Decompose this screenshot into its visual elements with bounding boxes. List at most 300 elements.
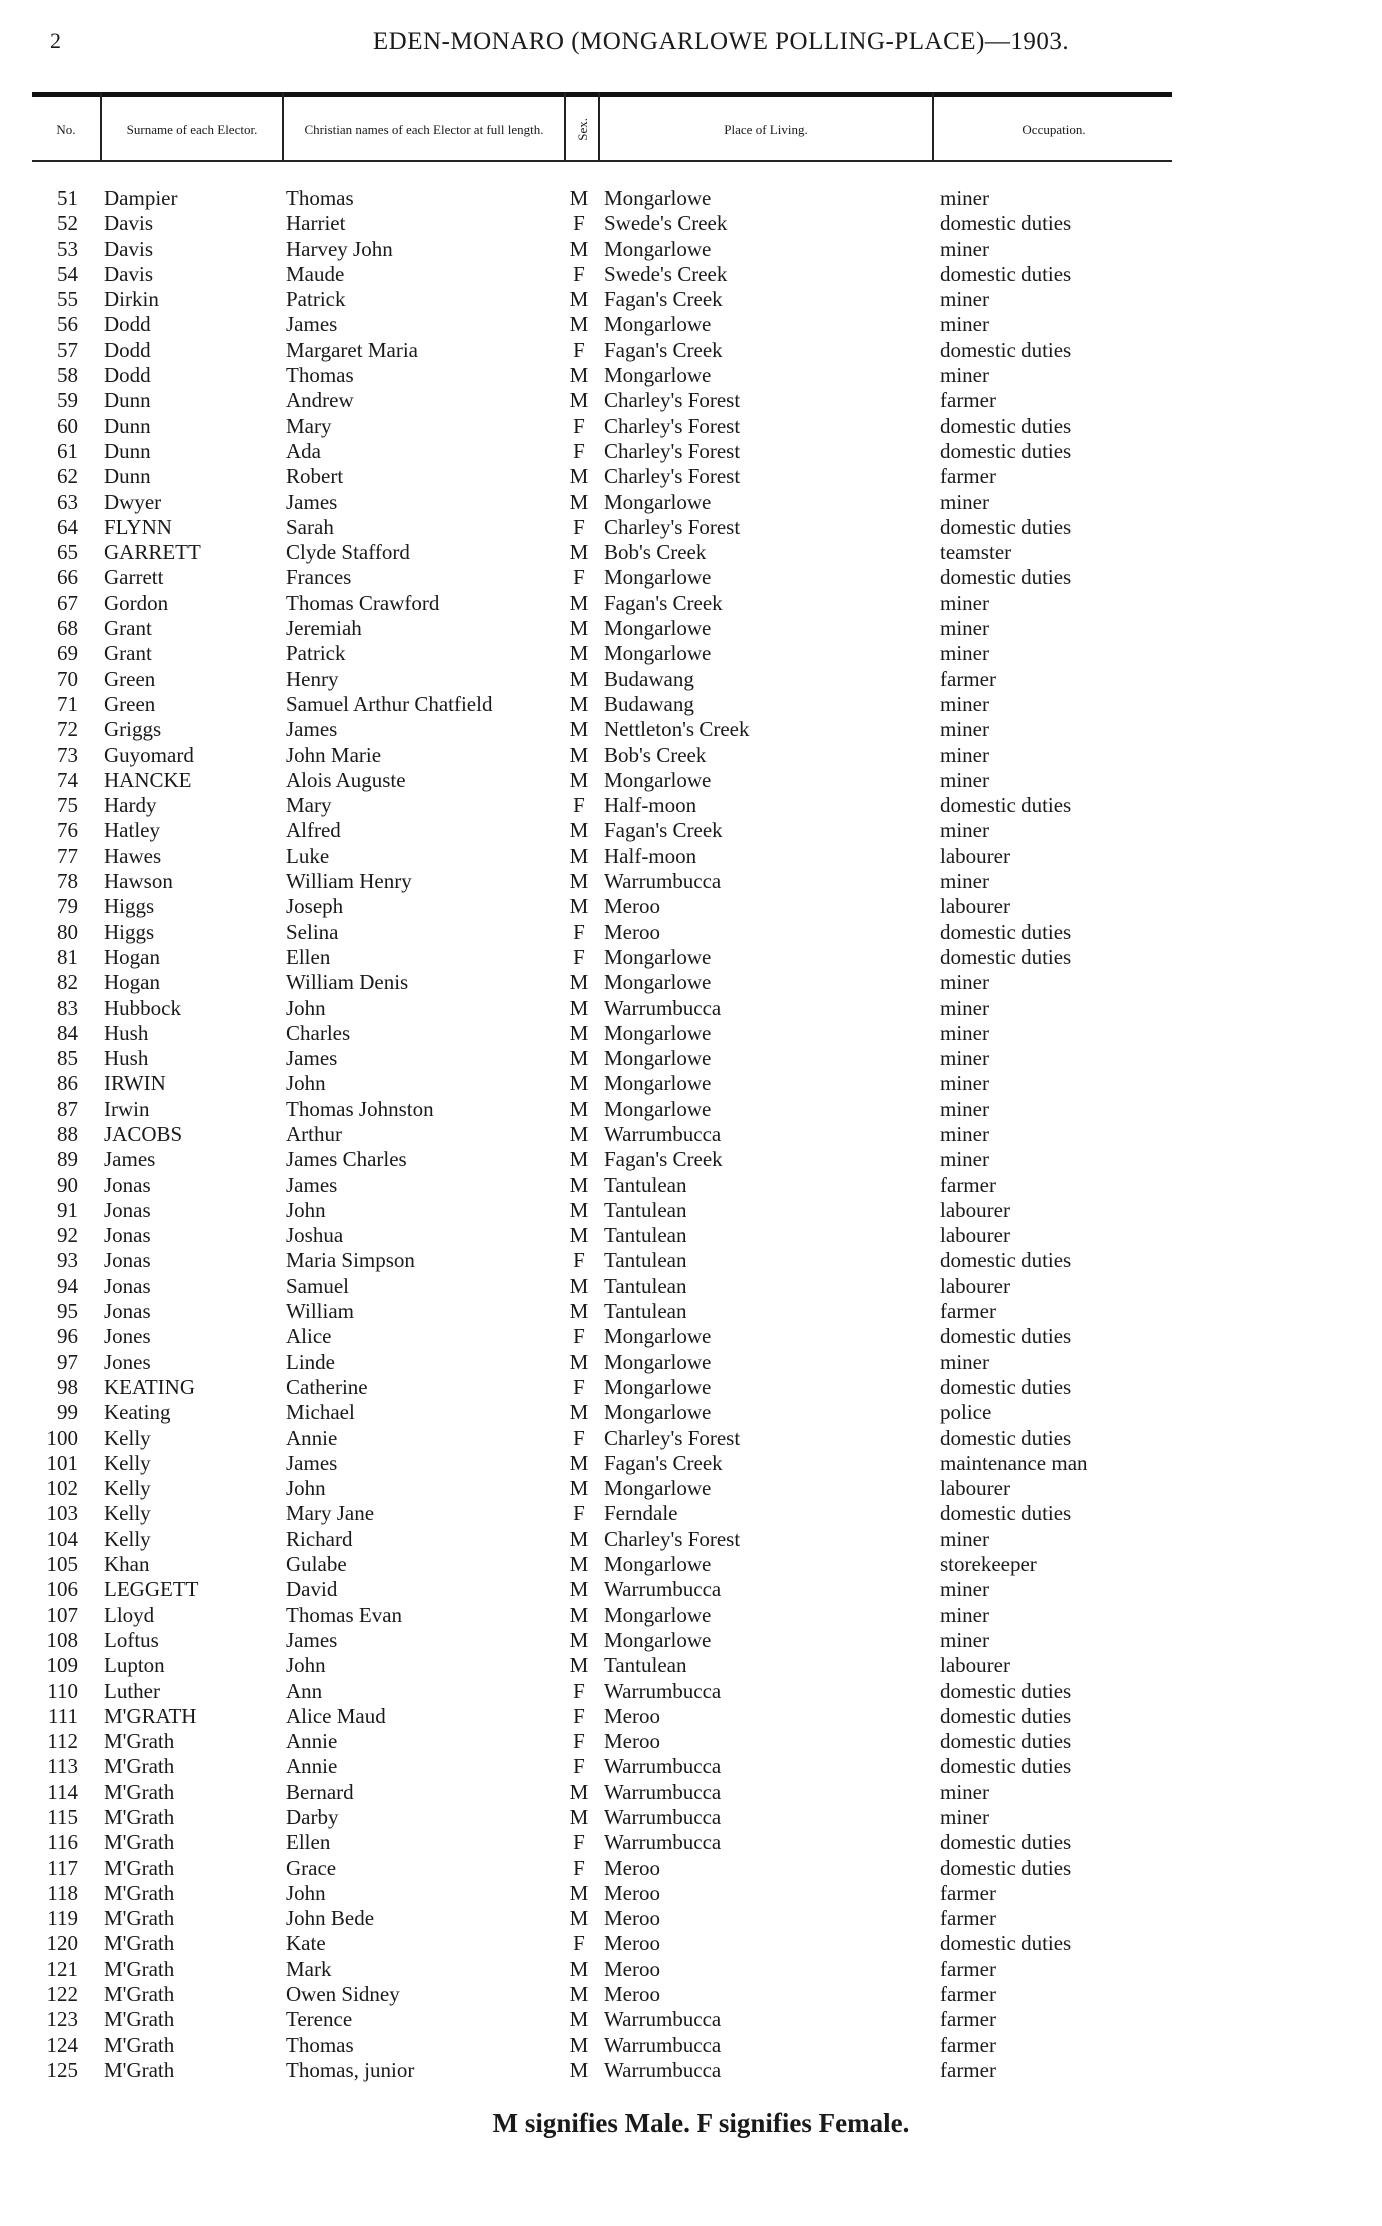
elector-sex: F (573, 1703, 585, 1728)
elector-christian-names: Maude (286, 261, 345, 286)
elector-place: Mongarlowe (604, 1374, 712, 1399)
elector-place: Warrumbucca (604, 1779, 722, 1804)
elector-surname: Jonas (104, 1172, 151, 1197)
elector-christian-names: Patrick (286, 641, 346, 666)
elector-christian-names: John (286, 1197, 326, 1222)
elector-row (0, 743, 1382, 768)
elector-surname: M'Grath (104, 1754, 175, 1779)
elector-christian-names: John (286, 1653, 326, 1678)
elector-surname: Dodd (104, 363, 151, 388)
elector-occupation: domestic duties (940, 1678, 1072, 1703)
elector-row (0, 894, 1382, 919)
elector-surname: James (104, 1147, 156, 1172)
elector-row (0, 186, 1382, 211)
elector-surname: M'Grath (104, 1982, 175, 2007)
elector-place: Fagan's Creek (604, 818, 723, 843)
elector-sex: M (569, 691, 589, 716)
elector-place: Meroo (604, 1982, 660, 2007)
elector-christian-names: Selina (286, 919, 339, 944)
elector-occupation: domestic duties (940, 793, 1072, 818)
elector-christian-names: Robert (286, 464, 344, 489)
elector-surname: Dunn (104, 388, 151, 413)
elector-place: Budawang (604, 691, 694, 716)
elector-occupation: domestic duties (940, 514, 1072, 539)
elector-christian-names: Linde (286, 1349, 335, 1374)
elector-place: Warrumbucca (604, 1830, 722, 1855)
elector-surname: Dirkin (104, 287, 159, 312)
elector-sex: M (569, 540, 589, 565)
elector-christian-names: Harriet (286, 211, 346, 236)
elector-place: Warrumbucca (604, 2032, 722, 2057)
elector-number: 123 (46, 2007, 78, 2032)
column-divider (100, 92, 102, 160)
elector-sex: M (569, 1577, 589, 1602)
elector-surname: Hush (104, 1046, 149, 1071)
elector-surname: Hardy (104, 793, 157, 818)
elector-sex: M (569, 1197, 589, 1222)
elector-occupation: miner (940, 767, 989, 792)
elector-occupation: domestic duties (940, 1324, 1072, 1349)
elector-surname: Hawson (104, 869, 173, 894)
elector-row (0, 211, 1382, 236)
elector-number: 111 (48, 1703, 78, 1728)
elector-row (0, 1021, 1382, 1046)
elector-christian-names: James (286, 1046, 338, 1071)
elector-christian-names: James Charles (286, 1147, 407, 1172)
elector-row (0, 1350, 1382, 1375)
elector-occupation: miner (940, 641, 989, 666)
elector-christian-names: Grace (286, 1855, 337, 1880)
footer-legend: M signifies Male. F signifies Female. (492, 2108, 910, 2138)
elector-row (0, 667, 1382, 692)
elector-number: 90 (57, 1172, 78, 1197)
elector-row (0, 1603, 1382, 1628)
elector-sex: M (569, 641, 589, 666)
elector-sex: F (573, 1754, 585, 1779)
elector-sex: M (569, 1172, 589, 1197)
elector-place: Mongarlowe (604, 1020, 712, 1045)
elector-christian-names: Thomas (286, 186, 354, 210)
elector-sex: M (569, 2007, 589, 2032)
elector-number: 65 (57, 540, 78, 565)
elector-sex: M (569, 1805, 589, 1829)
elector-sex: F (573, 1830, 585, 1855)
elector-place: Mongarlowe (604, 1324, 712, 1349)
elector-number: 112 (47, 1729, 78, 1754)
elector-christian-names: Thomas (286, 363, 354, 388)
elector-number: 57 (57, 337, 78, 362)
elector-row (0, 464, 1382, 489)
column-divider (932, 92, 934, 160)
elector-christian-names: Alois Auguste (286, 767, 406, 792)
elector-occupation: miner (940, 363, 989, 388)
elector-christian-names: John Marie (286, 742, 382, 767)
elector-number: 81 (57, 944, 78, 969)
elector-row (0, 945, 1382, 970)
elector-place: Mongarlowe (604, 363, 712, 388)
elector-surname: Jonas (104, 1299, 151, 1324)
elector-sex: M (569, 742, 589, 767)
elector-sex: F (573, 211, 585, 236)
elector-surname: FLYNN (104, 514, 172, 539)
elector-row (0, 2007, 1382, 2032)
elector-row (0, 515, 1382, 540)
elector-number: 99 (57, 1400, 78, 1425)
elector-row (0, 920, 1382, 945)
elector-sex: M (569, 1552, 589, 1577)
elector-row (0, 1780, 1382, 1805)
elector-sex: F (573, 793, 585, 818)
elector-place: Swede's Creek (604, 211, 728, 236)
elector-row (0, 616, 1382, 641)
elector-surname: Dunn (104, 464, 151, 489)
elector-occupation: storekeeper (940, 1552, 1037, 1577)
elector-place: Meroo (604, 1880, 660, 1905)
elector-occupation: farmer (940, 464, 996, 489)
elector-christian-names: Annie (286, 1729, 338, 1754)
elector-row (0, 439, 1382, 464)
elector-christian-names: Mary (286, 413, 332, 438)
elector-row (0, 1982, 1382, 2007)
elector-surname: Hogan (104, 944, 160, 969)
elector-occupation: domestic duties (940, 1931, 1072, 1956)
elector-place: Meroo (604, 919, 660, 944)
elector-place: Fagan's Creek (604, 1147, 723, 1172)
elector-number: 61 (57, 438, 78, 463)
elector-number: 107 (46, 1602, 78, 1627)
elector-number: 119 (47, 1906, 78, 1931)
elector-place: Mongarlowe (604, 312, 712, 337)
elector-occupation: miner (940, 312, 989, 337)
elector-place: Mongarlowe (604, 1071, 712, 1096)
elector-sex: M (569, 1450, 589, 1475)
elector-christian-names: Terence (286, 2007, 353, 2032)
elector-surname: M'Grath (104, 1931, 175, 1956)
elector-sex: M (569, 869, 589, 894)
elector-occupation: miner (940, 1602, 989, 1627)
elector-row (0, 1198, 1382, 1223)
elector-christian-names: Richard (286, 1526, 353, 1551)
header-christian: Christian names of each Elector at full length. (304, 121, 544, 137)
header-no: No. (56, 121, 76, 137)
elector-christian-names: Thomas Crawford (286, 590, 440, 615)
elector-place: Mongarlowe (604, 1476, 712, 1501)
elector-row (0, 1501, 1382, 1526)
elector-place: Fagan's Creek (604, 1450, 723, 1475)
elector-row (0, 1426, 1382, 1451)
elector-occupation: farmer (940, 1299, 996, 1324)
elector-sex: F (573, 1931, 585, 1956)
elector-christian-names: James (286, 1172, 338, 1197)
elector-sex: M (569, 1906, 589, 1931)
elector-number: 96 (57, 1324, 78, 1349)
elector-surname: Higgs (104, 919, 155, 944)
elector-christian-names: Harvey John (286, 236, 393, 261)
elector-sex: M (569, 843, 589, 868)
elector-sex: M (569, 1096, 589, 1121)
elector-number: 103 (46, 1501, 78, 1526)
elector-sex: M (569, 1349, 589, 1374)
elector-christian-names: Alice Maud (286, 1703, 386, 1728)
elector-sex: M (569, 1956, 589, 1981)
elector-surname: Dodd (104, 312, 151, 337)
elector-surname: Luther (104, 1678, 160, 1703)
elector-occupation: domestic duties (940, 1855, 1072, 1880)
elector-sex: M (569, 287, 589, 312)
elector-row (0, 1375, 1382, 1400)
elector-occupation: labourer (940, 894, 1010, 919)
elector-row (0, 1476, 1382, 1501)
elector-number: 62 (57, 464, 78, 489)
elector-place: Meroo (604, 1855, 660, 1880)
elector-row (0, 1729, 1382, 1754)
elector-row (0, 1046, 1382, 1071)
page-title: EDEN-MONARO (MONGARLOWE POLLING-PLACE)—1903. (372, 28, 1070, 55)
elector-christian-names: Charles (286, 1020, 351, 1045)
elector-sex: M (569, 717, 589, 742)
elector-christian-names: James (286, 1627, 338, 1652)
elector-surname: Dunn (104, 413, 151, 438)
elector-christian-names: William (286, 1299, 354, 1324)
elector-sex: M (569, 464, 589, 489)
elector-row (0, 312, 1382, 337)
elector-row (0, 818, 1382, 843)
elector-sex: M (569, 1273, 589, 1298)
elector-christian-names: David (286, 1577, 338, 1602)
elector-number: 80 (57, 919, 78, 944)
elector-christian-names: Gulabe (286, 1552, 347, 1577)
elector-occupation: miner (940, 1071, 989, 1096)
elector-sex: M (569, 1121, 589, 1146)
elector-number: 87 (57, 1096, 78, 1121)
elector-place: Mongarlowe (604, 641, 712, 666)
elector-row (0, 414, 1382, 439)
elector-place: Swede's Creek (604, 261, 728, 286)
elector-surname: Hubbock (104, 995, 181, 1020)
elector-surname: M'Grath (104, 1830, 175, 1855)
elector-sex: M (569, 995, 589, 1020)
elector-place: Meroo (604, 1906, 660, 1931)
elector-row (0, 1173, 1382, 1198)
elector-surname: Higgs (104, 894, 155, 919)
electors-list (0, 186, 1382, 2083)
elector-number: 56 (57, 312, 78, 337)
header-place: Place of Living. (724, 121, 808, 137)
elector-number: 117 (47, 1855, 78, 1880)
elector-surname: Dodd (104, 337, 151, 362)
elector-number: 69 (57, 641, 78, 666)
elector-christian-names: Mark (286, 1956, 332, 1981)
elector-place: Fagan's Creek (604, 590, 723, 615)
elector-surname: Grant (104, 641, 152, 666)
elector-row (0, 363, 1382, 388)
elector-christian-names: Mary (286, 793, 332, 818)
elector-occupation: labourer (940, 1197, 1010, 1222)
elector-occupation: miner (940, 691, 989, 716)
elector-sex: F (573, 565, 585, 590)
elector-place: Mongarlowe (604, 489, 712, 514)
elector-number: 72 (57, 717, 78, 742)
elector-place: Mongarlowe (604, 1552, 712, 1577)
elector-surname: Kelly (104, 1450, 151, 1475)
elector-number: 104 (46, 1526, 78, 1551)
elector-row (0, 1248, 1382, 1273)
elector-sex: F (573, 1425, 585, 1450)
elector-occupation: domestic duties (940, 413, 1072, 438)
elector-place: Mongarlowe (604, 944, 712, 969)
elector-occupation: miner (940, 970, 989, 995)
elector-place: Tantulean (604, 1223, 687, 1248)
elector-sex: M (569, 1071, 589, 1096)
elector-row (0, 1906, 1382, 1931)
elector-sex: F (573, 438, 585, 463)
elector-sex: F (573, 261, 585, 286)
elector-surname: IRWIN (104, 1071, 166, 1096)
elector-row (0, 1881, 1382, 1906)
elector-number: 76 (57, 818, 78, 843)
elector-place: Charley's Forest (604, 1425, 741, 1450)
elector-christian-names: Ada (286, 438, 321, 463)
elector-number: 101 (46, 1450, 78, 1475)
elector-row (0, 591, 1382, 616)
elector-row (0, 1704, 1382, 1729)
elector-occupation: miner (940, 1096, 989, 1121)
elector-place: Charley's Forest (604, 1526, 741, 1551)
elector-row (0, 1931, 1382, 1956)
elector-christian-names: James (286, 312, 338, 337)
elector-sex: M (569, 489, 589, 514)
elector-occupation: farmer (940, 1906, 996, 1931)
elector-number: 98 (57, 1374, 78, 1399)
elector-sex: M (569, 1223, 589, 1248)
elector-occupation: miner (940, 1577, 989, 1602)
elector-row (0, 1628, 1382, 1653)
elector-sex: F (573, 944, 585, 969)
elector-occupation: miner (940, 1526, 989, 1551)
elector-place: Half-moon (604, 843, 697, 868)
elector-christian-names: Samuel (286, 1273, 349, 1298)
header-surname: Surname of each Elector. (126, 121, 258, 137)
elector-number: 115 (47, 1805, 78, 1829)
elector-christian-names: Ellen (286, 1830, 331, 1855)
elector-sex: M (569, 388, 589, 413)
elector-row (0, 388, 1382, 413)
elector-surname: Jonas (104, 1273, 151, 1298)
elector-sex: M (569, 363, 589, 388)
elector-place: Charley's Forest (604, 514, 741, 539)
elector-place: Warrumbucca (604, 1754, 722, 1779)
elector-sex: M (569, 666, 589, 691)
elector-place: Nettleton's Creek (604, 717, 750, 742)
elector-surname: M'Grath (104, 1729, 175, 1754)
elector-number: 77 (57, 843, 78, 868)
elector-occupation: maintenance man (940, 1450, 1088, 1475)
elector-sex: M (569, 970, 589, 995)
elector-surname: Jonas (104, 1248, 151, 1273)
elector-number: 93 (57, 1248, 78, 1273)
elector-number: 74 (57, 767, 78, 792)
elector-row (0, 1577, 1382, 1602)
elector-row (0, 490, 1382, 515)
elector-occupation: farmer (940, 1956, 996, 1981)
elector-row (0, 565, 1382, 590)
elector-place: Fagan's Creek (604, 337, 723, 362)
elector-place: Charley's Forest (604, 438, 741, 463)
elector-number: 124 (46, 2032, 78, 2057)
elector-occupation: farmer (940, 1880, 996, 1905)
elector-surname: Jones (104, 1324, 151, 1349)
elector-row (0, 717, 1382, 742)
elector-sex: M (569, 590, 589, 615)
elector-place: Mongarlowe (604, 616, 712, 641)
elector-number: 54 (57, 261, 78, 286)
elector-row (0, 970, 1382, 995)
elector-sex: M (569, 1147, 589, 1172)
elector-number: 106 (46, 1577, 78, 1602)
elector-occupation: labourer (940, 1273, 1010, 1298)
elector-row (0, 1223, 1382, 1248)
elector-number: 70 (57, 666, 78, 691)
elector-sex: M (569, 1476, 589, 1501)
elector-christian-names: Henry (286, 666, 339, 691)
elector-surname: M'Grath (104, 1855, 175, 1880)
elector-row (0, 540, 1382, 565)
elector-sex: M (569, 767, 589, 792)
elector-number: 53 (57, 236, 78, 261)
elector-row (0, 1071, 1382, 1096)
elector-row (0, 1552, 1382, 1577)
elector-christian-names: Alfred (286, 818, 341, 843)
header-rule-top (32, 92, 1172, 97)
elector-place: Meroo (604, 1931, 660, 1956)
elector-number: 118 (47, 1880, 78, 1905)
elector-occupation: miner (940, 742, 989, 767)
elector-christian-names: Alice (286, 1324, 332, 1349)
elector-occupation: domestic duties (940, 1754, 1072, 1779)
elector-number: 114 (47, 1779, 78, 1804)
elector-place: Mongarlowe (604, 767, 712, 792)
elector-occupation: miner (940, 869, 989, 894)
elector-occupation: domestic duties (940, 1830, 1072, 1855)
elector-christian-names: Luke (286, 843, 330, 868)
elector-surname: JACOBS (104, 1121, 183, 1146)
elector-row (0, 996, 1382, 1021)
elector-number: 63 (57, 489, 78, 514)
elector-occupation: miner (940, 590, 989, 615)
elector-row (0, 1400, 1382, 1425)
elector-occupation: domestic duties (940, 1703, 1072, 1728)
elector-place: Mongarlowe (604, 565, 712, 590)
elector-place: Meroo (604, 894, 660, 919)
elector-row (0, 1754, 1382, 1779)
elector-christian-names: Clyde Stafford (286, 540, 410, 565)
elector-surname: M'Grath (104, 2032, 175, 2057)
elector-christian-names: Frances (286, 565, 352, 590)
elector-place: Tantulean (604, 1299, 687, 1324)
elector-number: 94 (57, 1273, 78, 1298)
elector-surname: Lloyd (104, 1602, 155, 1627)
elector-occupation: miner (940, 1046, 989, 1071)
elector-christian-names: Margaret Maria (286, 337, 418, 362)
elector-row (0, 768, 1382, 793)
elector-number: 95 (57, 1299, 78, 1324)
elector-number: 52 (57, 211, 78, 236)
elector-occupation: domestic duties (940, 438, 1072, 463)
elector-sex: M (569, 1602, 589, 1627)
elector-place: Tantulean (604, 1197, 687, 1222)
elector-place: Mongarlowe (604, 970, 712, 995)
elector-christian-names: John (286, 1071, 326, 1096)
